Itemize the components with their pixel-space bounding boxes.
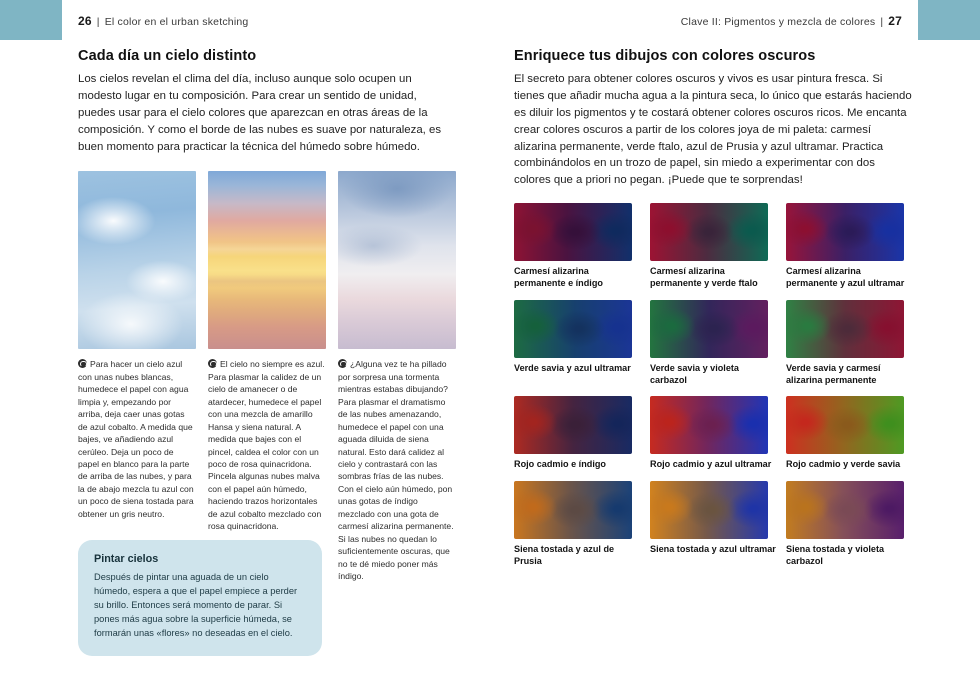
swatch-label: Carmesí alizarina permanente y azul ultramar bbox=[786, 266, 905, 288]
decorative-corner-left bbox=[0, 0, 62, 40]
running-head-left: El color en el urban sketching bbox=[104, 16, 249, 28]
swatch-rojo-cadmio-indigo bbox=[514, 396, 632, 454]
swatch-cell bbox=[650, 300, 776, 387]
page-number-right: 27 bbox=[888, 14, 902, 28]
swatch-cell bbox=[786, 203, 912, 290]
left-page bbox=[78, 48, 456, 690]
header-separator-right: | bbox=[880, 16, 884, 28]
swatch-label: Verde savia y carmesí alizarina permanente bbox=[786, 362, 881, 385]
right-page bbox=[514, 48, 914, 690]
swatch-carmesi-verde-ftalo bbox=[650, 203, 768, 261]
page-number-left: 26 bbox=[78, 14, 92, 28]
swatch-label: Verde savia y violeta carbazol bbox=[650, 362, 739, 385]
swatch-cell bbox=[650, 203, 776, 290]
swatch-carmesi-azul-ultramar bbox=[786, 203, 904, 261]
swatch-cell bbox=[786, 481, 912, 568]
swatch-label: Siena tostada y azul de Prusia bbox=[514, 544, 615, 566]
left-intro-paragraph: Los cielos revelan el clima del día, incluso aunque solo ocupen un modesto lugar en tu composición. Para crear un sentido de unidad, puedes usar para el cielo colores que aparezcan en otras áreas de la composición. Y como el borde de las nubes es suave por naturaleza, es buen momento para practicar la técnica del húmedo sobre húmedo. bbox=[78, 73, 442, 153]
swatch-verde-savia-violeta-carbazol bbox=[650, 300, 768, 358]
caption-sky-1-text: Para hacer un cielo azul con unas nubes blancas, humedece el papel con agua limpia y, empezando por arriba, deja caer unas gotas de azul cobalto. A medida que bajes, ve añadiendo azul cerúleo. Deja un poco de papel en blanco para la parte de arriba de las nubes, y para la de abajo mezcla tu azul con un poco de siena tostada para obtener un gris neutro. bbox=[78, 359, 194, 519]
header-left bbox=[78, 14, 248, 28]
swatch-siena-azul-prusia bbox=[514, 481, 632, 539]
swatch-siena-azul-ultramar bbox=[650, 481, 768, 539]
sky-clouds-blue-image bbox=[78, 171, 196, 349]
swatch-carmesi-indigo bbox=[514, 203, 632, 261]
decorative-corner-right bbox=[918, 0, 980, 40]
swatch-cell bbox=[514, 203, 640, 290]
paint-drop-icon bbox=[208, 359, 217, 368]
spread-columns bbox=[78, 48, 940, 690]
swatch-verde-savia-azul-ultramar bbox=[514, 300, 632, 358]
caption-sky-3 bbox=[338, 358, 456, 582]
swatch-label: Siena tostada y azul ultramar bbox=[650, 544, 776, 555]
tip-box-title: Pintar cielos bbox=[94, 553, 159, 566]
swatch-label: Verde savia y azul ultramar bbox=[514, 362, 631, 373]
right-section-title: Enriquece tus dibujos con colores oscuros bbox=[514, 48, 816, 64]
swatch-label: Rojo cadmio y azul ultramar bbox=[650, 459, 772, 470]
swatch-label: Rojo cadmio y verde savia bbox=[786, 459, 901, 470]
swatch-siena-violeta-carbazol bbox=[786, 481, 904, 539]
right-intro-paragraph: El secreto para obtener colores oscuros y vivos es usar pintura fresca. Si tienes que añadir mucha agua a la pintura seca, lo único que estarás haciendo es diluir los pigmentos y te costará obtener colores oscuros ricos. Me encanta crear colores oscuros a partir de los colores joya de mi paleta: carmesí alizarina permanente, verde ftalo, azul de Prusia y azul ultramar. Practica combinándolos en un trozo de papel, sin miedo a experimentar con dos colores que a priori no pegan. ¡Puede que te sorprendas! bbox=[514, 73, 912, 187]
swatch-label: Carmesí alizarina permanente y verde ftalo bbox=[650, 266, 758, 288]
tip-box bbox=[78, 540, 322, 656]
swatch-cell bbox=[786, 300, 912, 387]
swatch-cell bbox=[786, 396, 912, 471]
sky-image-row bbox=[78, 171, 456, 349]
sky-sunset-yellow-image bbox=[208, 171, 326, 349]
swatch-verde-savia-carmesi bbox=[786, 300, 904, 358]
swatch-label: Siena tostada y violeta carbazol bbox=[786, 544, 885, 566]
caption-sky-2-text: El cielo no siempre es azul. Para plasmar la calidez de un cielo de amanecer o de atardecer, humedece el papel con una mezcla de amarillo Hansa y siena natural. A medida que bajes con el pincel, caldea el color con un poco de rosa quinacridona. Pincela algunas nubes malva con el papel aún húmedo, haciendo trazos horizontales de azul cobalto mezclado con rosa quinacridona. bbox=[208, 359, 325, 532]
swatch-label: Carmesí alizarina permanente e índigo bbox=[514, 266, 603, 288]
swatch-cell bbox=[514, 300, 640, 387]
swatch-cell bbox=[650, 396, 776, 471]
tip-box-text: Después de pintar una aguada de un cielo húmedo, espera a que el papel empiece a perder su brillo. Entonces será momento de parar. Si pones más agua sobre la superficie húmeda, se formarán unas «flores» no deseadas en el cielo. bbox=[94, 572, 298, 639]
caption-sky-3-text: ¿Alguna vez te ha pillado por sorpresa una tormenta mientras estabas dibujando? Para plasmar el dramatismo de las nubes amenazando, humedece el papel con una aguada diluida de siena natural. Esto dará calidez al cielo y contrastará con las sombras frías de las nubes. Con el cielo aún húmedo, pon unas gotas de índigo mezclado con una gota de carmesí alizarina permanente. Si las nubes no quedan lo suficientemente oscuras, que no te dé miedo poner más índigo. bbox=[338, 359, 454, 582]
swatch-label: Rojo cadmio e índigo bbox=[514, 459, 606, 470]
running-head-right: Clave II: Pigmentos y mezcla de colores bbox=[680, 16, 876, 28]
swatch-cell bbox=[514, 396, 640, 471]
paint-drop-icon bbox=[338, 359, 347, 368]
left-section-title: Cada día un cielo distinto bbox=[78, 48, 257, 64]
swatch-cell bbox=[650, 481, 776, 568]
swatch-cell bbox=[514, 481, 640, 568]
sky-storm-grey-image bbox=[338, 171, 456, 349]
swatch-rojo-cadmio-verde-savia bbox=[786, 396, 904, 454]
paint-drop-icon bbox=[78, 359, 87, 368]
color-swatch-grid bbox=[514, 203, 914, 568]
swatch-rojo-cadmio-azul-ultramar bbox=[650, 396, 768, 454]
running-header bbox=[78, 14, 902, 28]
header-right bbox=[681, 14, 902, 28]
header-separator-left: | bbox=[96, 16, 100, 28]
